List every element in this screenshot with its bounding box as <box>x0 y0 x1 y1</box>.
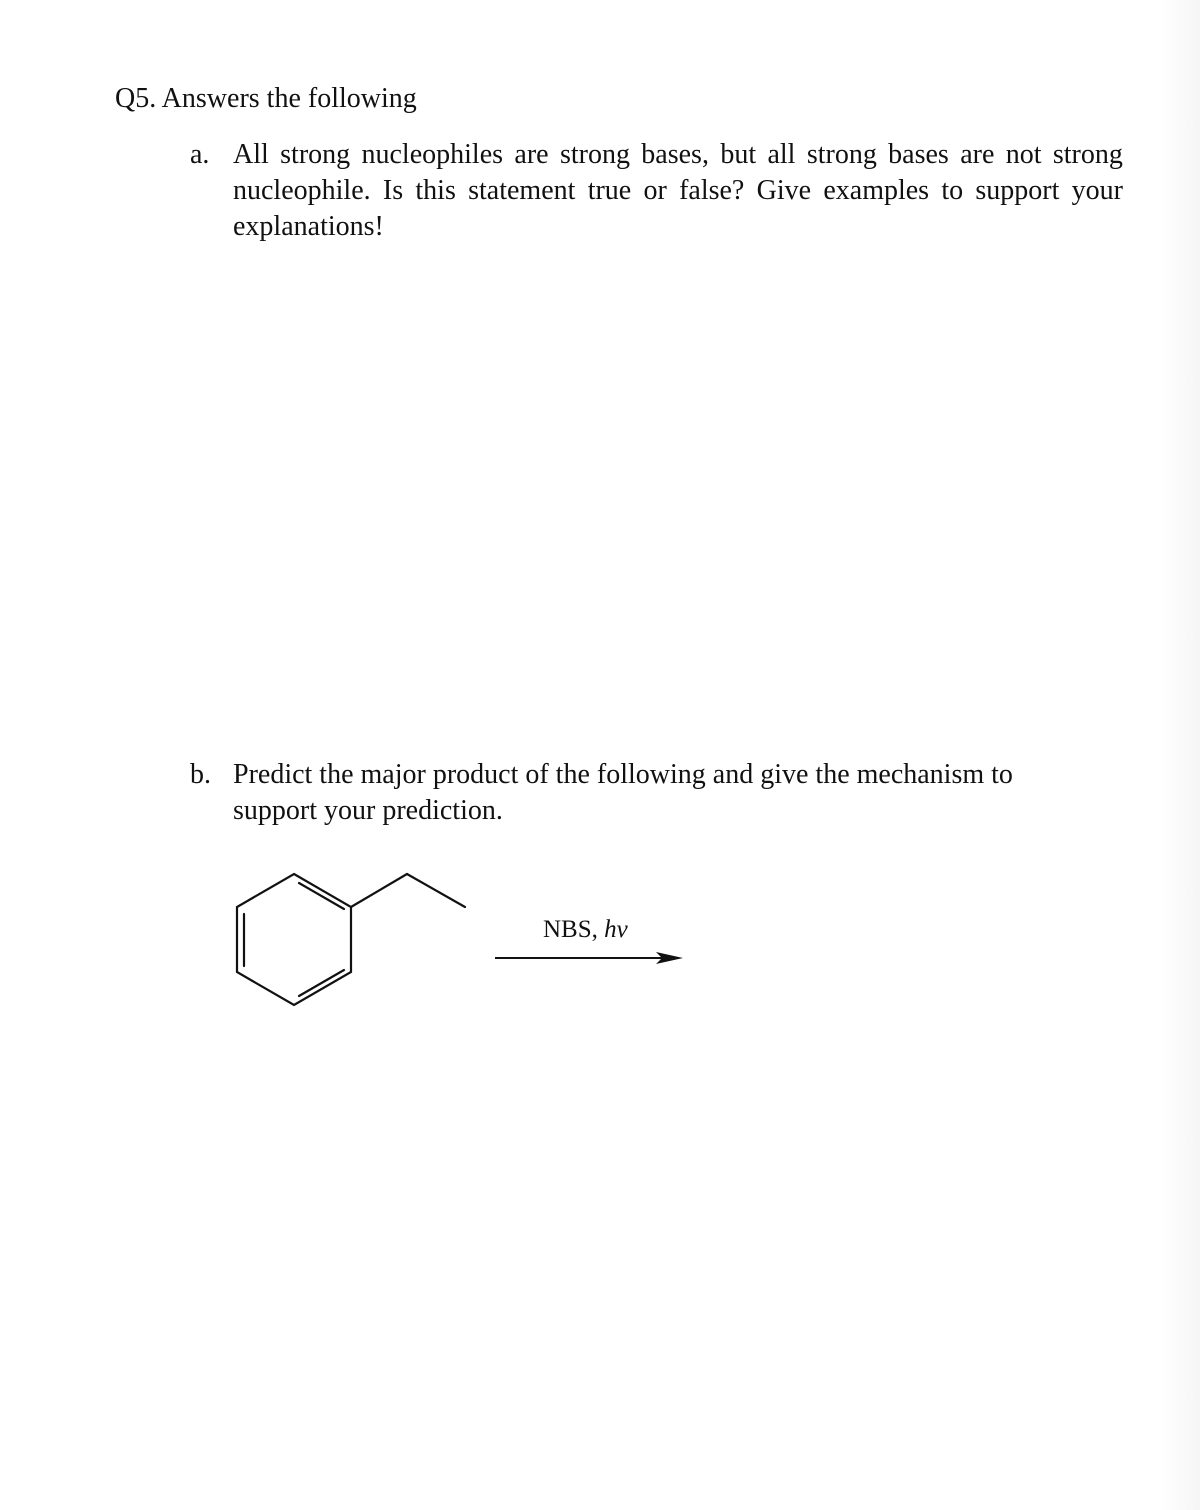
item-a-line-1-text-word: strong <box>1052 139 1123 170</box>
item-a-line-2-text-word: Is <box>382 175 404 206</box>
item-b-marker: b. <box>190 759 211 790</box>
item-a-line-2 <box>233 173 1123 209</box>
item-a-line-2-text-word: nucleophile. <box>233 175 371 206</box>
item-a-line-1-text-word: all <box>767 139 796 170</box>
item-a-line-2-text-word: to <box>941 175 964 206</box>
item-a-line-2-text-word: statement <box>468 175 576 206</box>
item-a-line-2-text-word: or <box>643 175 667 206</box>
item-a-line-1-text-word: nucleophiles <box>361 139 504 170</box>
item-a-line-2-text-word: true <box>587 175 632 206</box>
item-a-line-1-text-word: are <box>514 139 549 170</box>
ethyl-bond-2 <box>407 874 465 907</box>
item-b-line-1: Predict the major product of the following and give the mechanism to <box>233 759 1013 790</box>
item-b-text <box>233 757 1123 829</box>
item-a-line-2-text-word: this <box>415 175 456 206</box>
reaction-arrow-icon <box>495 952 683 964</box>
item-a-line-1-text-word: strong <box>280 139 351 170</box>
item-a-line-1-text-word: strong <box>559 139 630 170</box>
benzene-inner-bond-bottom <box>299 970 344 996</box>
benzene-ring <box>237 874 351 1005</box>
item-b-line-2: support your prediction. <box>233 795 503 826</box>
item-a-line-2-text-word: false? <box>679 175 745 206</box>
item-a-line-1 <box>233 137 1123 173</box>
item-a-line-1-text-word: not <box>1005 139 1042 170</box>
item-a-line-1-text-word: bases <box>888 139 949 170</box>
ethylbenzene-structure-icon <box>237 874 465 1005</box>
reagent-label: NBS, <box>543 916 598 943</box>
item-a-marker: a. <box>190 139 210 170</box>
ethyl-bond-1 <box>351 874 407 907</box>
question-item-a <box>190 137 1130 257</box>
item-a-line-1-text-word: are <box>960 139 995 170</box>
item-a-line-1-text-word: All <box>233 139 269 170</box>
item-a-line-2-text-word: support <box>975 175 1060 206</box>
question-title: Q5. Answers the following <box>115 83 417 114</box>
item-a-line-2-text-word: examples <box>823 175 930 206</box>
item-a-line-2-text-word: your <box>1071 175 1123 206</box>
item-a-line-1-text-word: strong <box>806 139 877 170</box>
item-a-line-3: explanations! <box>233 211 384 242</box>
arrow-head <box>656 952 683 964</box>
item-a-text <box>233 137 1123 245</box>
item-a-line-1-text-word: but <box>720 139 757 170</box>
question-item-b <box>190 757 1130 837</box>
condition-label: hv <box>604 916 628 943</box>
reaction-conditions <box>543 913 628 947</box>
item-a-line-1-text-word: bases, <box>641 139 709 170</box>
benzene-inner-bond-top <box>299 883 344 909</box>
item-a-line-2-text-word: Give <box>756 175 812 206</box>
page-edge-shadow <box>1160 0 1200 1510</box>
